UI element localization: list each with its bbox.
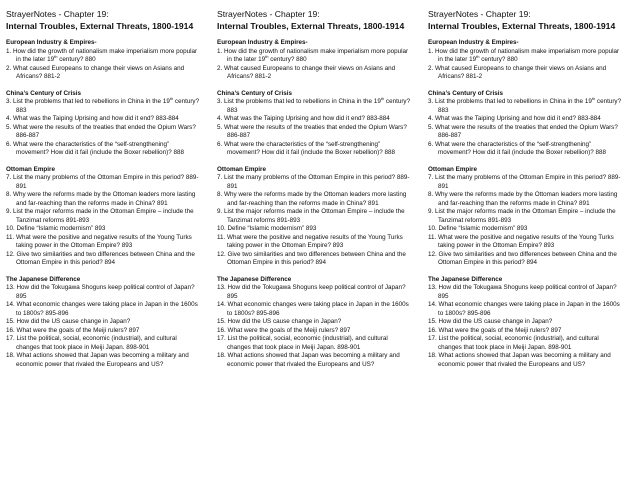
- question-text: 6. What were the characteristics of the “self-strengthening” movement? How did it fail (include the Boxer rebellion)? 888: [6, 140, 185, 156]
- question-item: [428, 174, 624, 191]
- question-text: 17. List the political, social, economic (industrial), and cultural changes that took place in Meiji Japan. 898-901: [428, 335, 599, 351]
- question-item: [6, 301, 202, 318]
- question-text: 4. What was the Taiping Uprising and how did it end? 883-884: [428, 115, 601, 122]
- question-item: [428, 284, 624, 301]
- question-text: 9. List the major reforms made in the Ottoman Empire – include the Tanzimat reforms 891-893: [6, 208, 194, 224]
- section-heading: Ottoman Empire: [217, 165, 266, 173]
- question-text: 2. What caused Europeans to change their views on Asians and Africans? 881-2: [428, 64, 607, 80]
- question-item: [428, 301, 624, 318]
- question-item: [6, 225, 202, 234]
- section-heading: The Japanese Difference: [428, 275, 503, 283]
- question-item: [217, 335, 413, 352]
- question-text: 14. What economic changes were taking place in Japan in the 1600s to 1800s? 895-896: [428, 301, 620, 317]
- question-item: [6, 327, 202, 336]
- question-text: 15. How did the US cause change in Japan?: [428, 318, 553, 325]
- doc-title: StrayerNotes - Chapter 19:: [217, 9, 320, 19]
- question-text: 10. Define “Islamic modernism” 893: [217, 225, 317, 232]
- question-item: [428, 208, 624, 225]
- section-heading: China’s Century of Crisis: [6, 89, 81, 97]
- question-item: [217, 225, 413, 234]
- question-text: 12. Give two similarities and two differences between China and the Ottoman Empire in this period? 894: [217, 250, 406, 266]
- question-item: [217, 301, 413, 318]
- question-item: [217, 124, 413, 141]
- question-text: 4. What was the Taiping Uprising and how did it end? 883-884: [6, 115, 179, 122]
- question-item: [428, 251, 624, 268]
- question-text-tail: century? 883: [16, 98, 200, 114]
- question-item: [428, 234, 624, 251]
- question-text: 7. List the many problems of the Ottoman Empire in this period? 889-891: [217, 174, 410, 190]
- worksheet-column-3: [428, 8, 624, 493]
- question-text: 2. What caused Europeans to change their views on Asians and Africans? 881-2: [217, 64, 396, 80]
- question-text: 17. List the political, social, economic (industrial), and cultural changes that took place in Meiji Japan. 898-901: [6, 335, 177, 351]
- question-text: 11. What were the positive and negative results of the Young Turks taking power in the Ottoman Empire? 893: [6, 233, 192, 249]
- question-text: 11. What were the positive and negative results of the Young Turks taking power in the Ottoman Empire? 893: [217, 233, 403, 249]
- question-item: [217, 174, 413, 191]
- question-item: [428, 141, 624, 158]
- question-item: [6, 208, 202, 225]
- question-text: 12. Give two similarities and two differences between China and the Ottoman Empire in this period? 894: [428, 250, 617, 266]
- question-text: 8. Why were the reforms made by the Ottoman leaders more lasting and far-reaching than the reforms made in China? 891: [428, 191, 618, 207]
- question-text: 1. How did the growth of nationalism make imperialism more popular in the later 19: [217, 47, 409, 63]
- question-text: 2. What caused Europeans to change their views on Asians and Africans? 881-2: [6, 64, 185, 80]
- question-text: 13. How did the Tokugawa Shoguns keep political control of Japan? 895: [428, 284, 617, 300]
- question-text: 5. What were the results of the treaties that ended the Opium Wars? 886-887: [6, 123, 196, 139]
- question-superscript: th: [169, 95, 174, 101]
- question-superscript: th: [380, 95, 385, 101]
- question-item: [6, 284, 202, 301]
- question-text: 3. List the problems that led to rebellions in China in the 19: [6, 98, 170, 105]
- question-text: 11. What were the positive and negative results of the Young Turks taking power in the Ottoman Empire? 893: [428, 233, 614, 249]
- section-heading: China’s Century of Crisis: [217, 89, 292, 97]
- worksheet-column-1: [6, 8, 202, 493]
- question-text: 16. What were the goals of the Meiji rulers? 897: [217, 326, 351, 334]
- question-text: 18. What actions showed that Japan was becoming a military and economic power that rivaled the Europeans and US?: [6, 352, 189, 368]
- section-2: [217, 90, 413, 158]
- question-item: [428, 48, 624, 65]
- question-item: [217, 208, 413, 225]
- question-superscript: th: [591, 95, 596, 101]
- section-heading: European Industry & Empires-: [428, 39, 519, 46]
- section-heading: The Japanese Difference: [6, 275, 81, 283]
- question-item: [428, 225, 624, 234]
- question-item: [217, 65, 413, 82]
- question-item: [6, 115, 202, 124]
- section-heading: European Industry & Empires-: [217, 39, 308, 46]
- question-text: 5. What were the results of the treaties that ended the Opium Wars? 886-887: [217, 123, 407, 139]
- question-text: 12. Give two similarities and two differences between China and the Ottoman Empire in this period? 894: [6, 250, 195, 266]
- question-item: [217, 48, 413, 65]
- question-text: 9. List the major reforms made in the Ottoman Empire – include the Tanzimat reforms 891-893: [428, 208, 616, 224]
- doc-subtitle: Internal Troubles, External Threats, 1800-1914: [217, 21, 405, 31]
- question-item: [217, 191, 413, 208]
- question-text: 10. Define “Islamic modernism” 893: [428, 225, 528, 232]
- section-2: [6, 90, 202, 158]
- question-item: [217, 95, 413, 115]
- question-superscript: th: [265, 53, 269, 59]
- section-heading: European Industry & Empires-: [6, 39, 97, 46]
- question-text: 5. What were the results of the treaties that ended the Opium Wars? 886-887: [428, 123, 618, 139]
- section-heading: The Japanese Difference: [217, 275, 292, 283]
- question-item: [217, 318, 413, 327]
- question-text: 3. List the problems that led to rebellions in China in the 19: [217, 98, 381, 105]
- question-item: [428, 65, 624, 82]
- question-text: 1. How did the growth of nationalism make imperialism more popular in the later 19: [428, 47, 620, 63]
- section-3: [217, 166, 413, 268]
- worksheet-column-2: [217, 8, 413, 493]
- question-text: 4. What was the Taiping Uprising and how did it end? 883-884: [217, 115, 390, 122]
- question-text: 6. What were the characteristics of the “self-strengthening” movement? How did it fail (include the Boxer rebellion)? 888: [428, 140, 607, 156]
- question-text: 9. List the major reforms made in the Ottoman Empire – include the Tanzimat reforms 891-893: [217, 208, 405, 224]
- question-item: [6, 335, 202, 352]
- question-text: 16. What were the goals of the Meiji rulers? 897: [428, 326, 562, 334]
- doc-subtitle: Internal Troubles, External Threats, 1800-1914: [428, 21, 616, 31]
- question-text: 17. List the political, social, economic (industrial), and cultural changes that took place in Meiji Japan. 898-901: [217, 335, 388, 351]
- question-item: [6, 352, 202, 369]
- question-item: [428, 115, 624, 124]
- question-text-tail: century? 880: [268, 56, 307, 63]
- question-item: [217, 284, 413, 301]
- section-2: [428, 90, 624, 158]
- question-text: 14. What economic changes were taking place in Japan in the 1600s to 1800s? 895-896: [217, 301, 409, 317]
- question-text: 13. How did the Tokugawa Shoguns keep political control of Japan? 895: [217, 284, 406, 300]
- question-text-tail: century? 883: [227, 98, 411, 114]
- question-item: [428, 352, 624, 369]
- question-superscript: th: [476, 53, 480, 59]
- question-item: [428, 191, 624, 208]
- question-text: 1. How did the growth of nationalism make imperialism more popular in the later 19: [6, 47, 198, 63]
- question-item: [6, 191, 202, 208]
- section-heading: Ottoman Empire: [428, 165, 477, 173]
- question-item: [6, 124, 202, 141]
- section-4: [6, 276, 202, 370]
- question-item: [217, 234, 413, 251]
- question-item: [217, 352, 413, 369]
- question-text: 16. What were the goals of the Meiji rulers? 897: [6, 326, 140, 334]
- section-heading: Ottoman Empire: [6, 165, 55, 173]
- section-heading: China’s Century of Crisis: [428, 89, 503, 97]
- question-text: 8. Why were the reforms made by the Ottoman leaders more lasting and far-reaching than the reforms made in China? 891: [6, 191, 196, 207]
- question-item: [6, 251, 202, 268]
- section-1: [6, 39, 202, 82]
- doc-subtitle: Internal Troubles, External Threats, 1800-1914: [6, 21, 194, 31]
- question-text: 6. What were the characteristics of the “self-strengthening” movement? How did it fail (include the Boxer rebellion)? 888: [217, 140, 396, 156]
- question-item: [428, 124, 624, 141]
- question-text: 13. How did the Tokugawa Shoguns keep political control of Japan? 895: [6, 284, 195, 300]
- question-text: 15. How did the US cause change in Japan?: [217, 318, 342, 325]
- section-3: [6, 166, 202, 268]
- section-4: [217, 276, 413, 370]
- section-3: [428, 166, 624, 268]
- question-item: [6, 141, 202, 158]
- question-text: 15. How did the US cause change in Japan?: [6, 318, 131, 325]
- question-item: [6, 318, 202, 327]
- question-item: [428, 335, 624, 352]
- question-item: [217, 251, 413, 268]
- question-item: [6, 65, 202, 82]
- question-text: 7. List the many problems of the Ottoman Empire in this period? 889-891: [6, 174, 199, 190]
- doc-title: StrayerNotes - Chapter 19:: [6, 9, 109, 19]
- question-text-tail: century? 880: [479, 56, 518, 63]
- question-text: 18. What actions showed that Japan was becoming a military and economic power that rivaled the Europeans and US?: [428, 352, 611, 368]
- question-item: [428, 95, 624, 115]
- section-1: [428, 39, 624, 82]
- question-text: 8. Why were the reforms made by the Ottoman leaders more lasting and far-reaching than the reforms made in China? 891: [217, 191, 407, 207]
- question-text-tail: century? 883: [438, 98, 622, 114]
- question-item: [6, 48, 202, 65]
- question-item: [428, 327, 624, 336]
- question-text: 10. Define “Islamic modernism” 893: [6, 225, 106, 232]
- question-item: [217, 327, 413, 336]
- question-item: [6, 234, 202, 251]
- question-superscript: th: [54, 53, 58, 59]
- question-item: [6, 174, 202, 191]
- question-text-tail: century? 880: [57, 56, 96, 63]
- question-item: [217, 115, 413, 124]
- section-4: [428, 276, 624, 370]
- doc-title: StrayerNotes - Chapter 19:: [428, 9, 531, 19]
- question-item: [6, 95, 202, 115]
- section-1: [217, 39, 413, 82]
- question-item: [217, 141, 413, 158]
- question-text: 3. List the problems that led to rebellions in China in the 19: [428, 98, 592, 105]
- question-text: 7. List the many problems of the Ottoman Empire in this period? 889-891: [428, 174, 621, 190]
- question-text: 18. What actions showed that Japan was becoming a military and economic power that rivaled the Europeans and US?: [217, 352, 400, 368]
- question-text: 14. What economic changes were taking place in Japan in the 1600s to 1800s? 895-896: [6, 301, 198, 317]
- question-item: [428, 318, 624, 327]
